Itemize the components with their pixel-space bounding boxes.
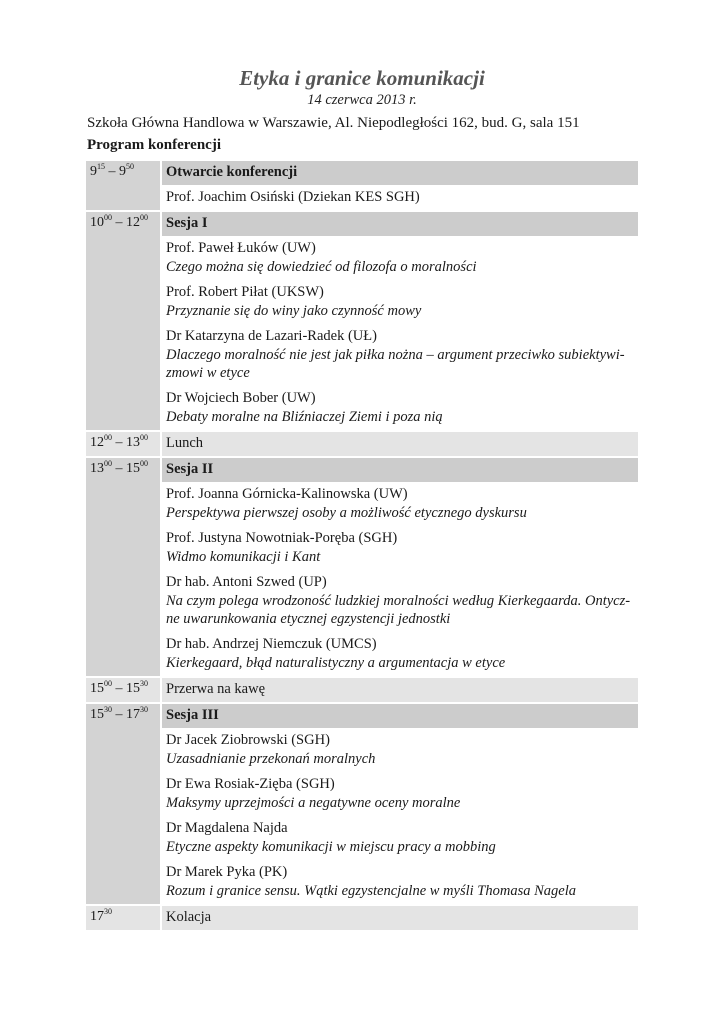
document-title: Etyka i granice komunikacji	[239, 66, 485, 90]
time-start-minutes: 30	[104, 907, 112, 916]
talk-item	[162, 386, 638, 430]
program-heading: Program konferencji	[87, 137, 221, 153]
talk-title: Debaty moralne na Bliźniaczej Ziemi i poza nią	[166, 409, 443, 425]
time-separator: –	[112, 215, 126, 230]
content-cell	[162, 906, 638, 930]
talk-item	[162, 632, 638, 676]
talk-item	[162, 482, 638, 526]
block-heading: Otwarcie konferencji	[162, 161, 638, 185]
talk-title: Dlaczego moralność nie jest jak piłka nożna – argument przeciwko subiektywi-zmowi w etyce	[166, 347, 625, 381]
time-separator: –	[112, 435, 126, 450]
time-cell	[86, 458, 162, 676]
talk-title: Uzasadnianie przekonań moralnych	[166, 751, 376, 767]
time-end-minutes: 30	[140, 705, 148, 714]
time-end: 15	[126, 681, 140, 696]
time-end: 9	[119, 164, 126, 179]
block-heading: Lunch	[162, 432, 638, 456]
time-separator: –	[105, 164, 119, 179]
schedule-block	[86, 906, 638, 932]
content-cell	[162, 212, 638, 430]
time-end: 17	[126, 707, 140, 722]
time-end-minutes: 50	[126, 162, 134, 171]
time-end: 12	[126, 215, 140, 230]
talk-item	[162, 772, 638, 816]
schedule-block	[86, 432, 638, 458]
time-cell	[86, 212, 162, 430]
content-cell	[162, 161, 638, 210]
time-start: 15	[90, 707, 104, 722]
block-heading: Sesja III	[162, 704, 638, 728]
time-end-minutes: 00	[140, 213, 148, 222]
time-start-minutes: 30	[104, 705, 112, 714]
talk-item	[162, 236, 638, 280]
talk-item	[162, 324, 638, 386]
talk-title: Kierkegaard, błąd naturalistyczny a argumentacja w etyce	[166, 655, 506, 671]
time-end: 15	[126, 461, 140, 476]
speaker-name: Prof. Joanna Górnicka-Kalinowska (UW)	[166, 486, 408, 502]
time-end: 13	[126, 435, 140, 450]
schedule-block	[86, 704, 638, 906]
speaker-name: Prof. Robert Piłat (UKSW)	[166, 284, 324, 300]
time-cell	[86, 704, 162, 904]
speaker-name: Prof. Justyna Nowotniak-Poręba (SGH)	[166, 530, 398, 546]
block-heading: Sesja II	[162, 458, 638, 482]
talk-item	[162, 728, 638, 772]
speaker-name: Dr Ewa Rosiak-Zięba (SGH)	[166, 776, 335, 792]
time-cell	[86, 432, 162, 456]
time-start: 10	[90, 215, 104, 230]
time-start-minutes: 00	[104, 679, 112, 688]
block-heading: Przerwa na kawę	[162, 678, 638, 702]
speaker-name: Dr Magdalena Najda	[166, 820, 288, 836]
time-start: 12	[90, 435, 104, 450]
time-cell	[86, 161, 162, 210]
time-start: 15	[90, 681, 104, 696]
time-end-minutes: 00	[140, 433, 148, 442]
program-table	[86, 161, 638, 932]
time-end-minutes: 00	[140, 459, 148, 468]
speaker-name: Prof. Paweł Łuków (UW)	[166, 240, 316, 256]
time-start-minutes: 00	[104, 213, 112, 222]
talk-title: Etyczne aspekty komunikacji w miejscu pracy a mobbing	[166, 839, 496, 855]
time-cell	[86, 906, 162, 930]
speaker-name: Dr Jacek Ziobrowski (SGH)	[166, 732, 330, 748]
time-start-minutes: 00	[104, 459, 112, 468]
time-start: 13	[90, 461, 104, 476]
schedule-block	[86, 212, 638, 432]
speaker-name: Dr hab. Andrzej Niemczuk (UMCS)	[166, 636, 377, 652]
content-cell	[162, 704, 638, 904]
time-end-minutes: 30	[140, 679, 148, 688]
time-start-minutes: 00	[104, 433, 112, 442]
schedule-block	[86, 678, 638, 704]
talk-item	[162, 816, 638, 860]
content-cell	[162, 678, 638, 702]
talk-title: Na czym polega wrodzoność ludzkiej moralności według Kierkegaarda. Ontycz-ne uwarunkowania etycznej egzystencji jednostki	[166, 593, 631, 627]
time-separator: –	[112, 681, 126, 696]
time-cell	[86, 678, 162, 702]
block-heading: Sesja I	[162, 212, 638, 236]
talk-title: Rozum i granice sensu. Wątki egzystencjalne w myśli Thomasa Nagela	[166, 883, 576, 899]
speaker-name: Dr Wojciech Bober (UW)	[166, 390, 316, 406]
talk-item	[162, 860, 638, 904]
schedule-block	[86, 458, 638, 678]
talk-item	[162, 526, 638, 570]
talk-title: Maksymy uprzejmości a negatywne oceny moralne	[166, 795, 461, 811]
content-cell	[162, 458, 638, 676]
block-line: Prof. Joachim Osiński (Dziekan KES SGH)	[166, 189, 420, 205]
block-heading: Kolacja	[162, 906, 638, 930]
speaker-name: Dr hab. Antoni Szwed (UP)	[166, 574, 327, 590]
talk-title: Perspektywa pierwszej osoby a możliwość etycznego dyskursu	[166, 505, 527, 521]
talk-title: Przyznanie się do winy jako czynność mowy	[166, 303, 422, 319]
time-separator: –	[112, 461, 126, 476]
time-separator: –	[112, 707, 126, 722]
venue-line: Szkoła Główna Handlowa w Warszawie, Al. Niepodległości 162, bud. G, sala 151	[87, 115, 580, 131]
speaker-name: Dr Katarzyna de Lazari-Radek (UŁ)	[166, 328, 377, 344]
content-cell	[162, 432, 638, 456]
time-start-minutes: 15	[97, 162, 105, 171]
speaker-name: Dr Marek Pyka (PK)	[166, 864, 288, 880]
talk-item	[162, 570, 638, 632]
time-start: 9	[90, 164, 97, 179]
talk-title: Widmo komunikacji i Kant	[166, 549, 321, 565]
talk-title: Czego można się dowiedzieć od filozofa o moralności	[166, 259, 477, 275]
conference-date: 14 czerwca 2013 r.	[307, 92, 417, 108]
talk-item	[162, 280, 638, 324]
time-start: 17	[90, 909, 104, 924]
schedule-block	[86, 161, 638, 212]
